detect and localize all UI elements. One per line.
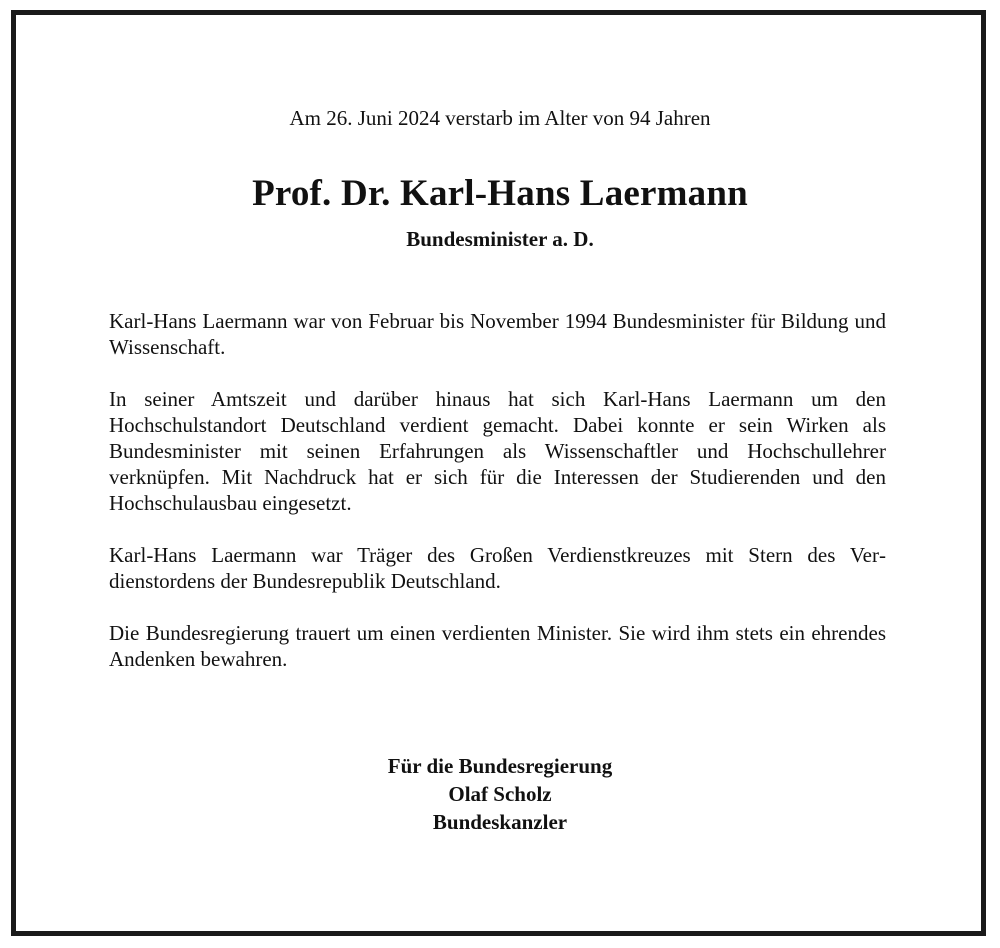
paragraph-mourning: Die Bundesregierung trauert um einen verdienten Minister. Sie wird ihm stets ein ehrendes Andenken bewahren. bbox=[109, 621, 886, 671]
signature-line-government: Für die Bundesregierung bbox=[387, 754, 613, 778]
paragraph-honors: Karl-Hans Laermann war Träger des Großen Verdienstkreuzes mit Stern des Verdienstordens der Bundesrepublik Deutschland. bbox=[109, 543, 886, 593]
paragraph-merits: In seiner Amtszeit und darüber hinaus hat sich Karl-Hans Laermann um den Hochschulstandort Deutschland verdient gemacht. Dabei konnte er sein Wirken als Bundesminister mit seinen Erfahrungen als Wissenschaftler und Hochschullehrer verknüpfen. Mit Nachdruck hat er sich für die Interessen der Studierenden und den Hochschulausbau eingesetzt. bbox=[109, 387, 886, 515]
paragraph-ministry: Karl-Hans Laermann war von Februar bis November 1994 Bundesminister für Bildung und Wissenschaft. bbox=[109, 309, 886, 359]
intro-line: Am 26. Juni 2024 verstarb im Alter von 94 Jahren bbox=[289, 106, 711, 130]
signature-line-title: Bundeskanzler bbox=[432, 810, 568, 834]
notice-body bbox=[109, 308, 886, 672]
deceased-name: Prof. Dr. Karl-Hans Laermann bbox=[252, 173, 748, 214]
signature-block bbox=[0, 752, 1000, 836]
deceased-role: Bundesminister a. D. bbox=[406, 227, 594, 251]
signature-line-name: Olaf Scholz bbox=[448, 782, 552, 806]
